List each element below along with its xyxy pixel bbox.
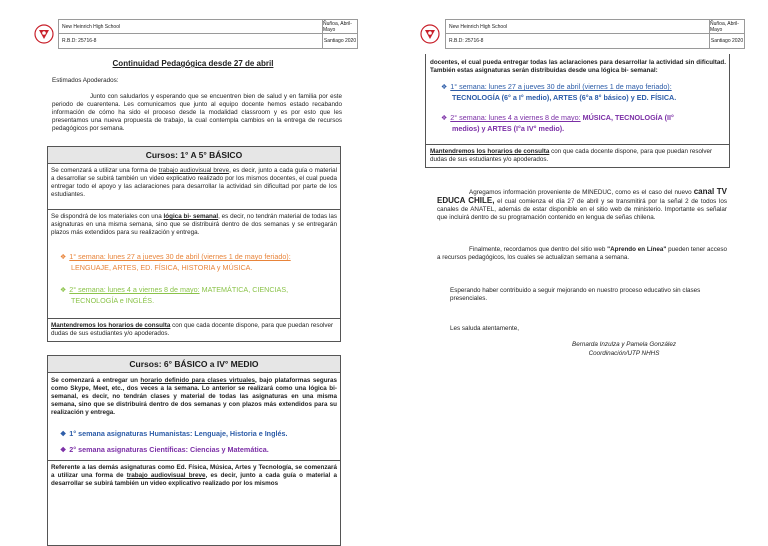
week1-bullet: ❖ 1° semana: lunes 27 a jueves 30 de abril (viernes 1 de mayo feriado): TECNOLOGÍA (6° a I° medio), ARTES (6°a 8° básico) y ED. FÍSICA. (441, 82, 677, 102)
section-secondary-title: Cursos: 6° BÁSICO a IV° MEDIO (47, 355, 341, 373)
header-year: Santiago 2020 (710, 38, 744, 45)
divider (47, 209, 341, 210)
header-place: Ñuñoa, Abril-Mayo (323, 20, 357, 34)
regards-line: Les saluda atentamente, (450, 325, 519, 332)
signature-names: Bernarda Inzulza y Pamela González (572, 341, 676, 348)
diamond-bullet-icon: ❖ (441, 115, 448, 122)
right-page (384, 0, 768, 546)
week2-bullet: ❖ 2° semana: lunes 4 a viernes 8 de mayo: MATEMÁTICA, CIENCIAS, TECNOLOGÍA e INGLÉS. (60, 285, 289, 305)
virtual-classes-paragraph: Se comenzará a entregar un horario definido para clases virtuales, bajo plataformas seguras como Skype, Meet, etc., dos veces a la semana. Lo anterior se realizará como una lógica bi- semanal, es decir, no tendrán clases y material de todas las asignaturas en una misma semana, sino que se distribuirá dentro de dos semanas y con plazos más extendidos para su realización y entrega. (51, 377, 337, 416)
humanities-bullet: ❖ 1° semana asignaturas Humanistas: Lenguaje, Historia e Inglés. (60, 429, 288, 438)
school-crest-icon (34, 24, 54, 44)
header-place: Ñuñoa, Abril-Mayo (710, 20, 744, 34)
document-header (58, 19, 358, 49)
school-crest-icon (420, 24, 440, 44)
page-title: Continuidad Pedagógica desde 27 de abril (112, 59, 274, 68)
week2-bullet: ❖ 2° semana: lunes 4 a viernes 8 de mayo: MÚSICA, TECNOLOGÍA (II° medios) y ARTES (I°a IV° medio). (441, 113, 674, 133)
school-name: New Heinrich High School (59, 20, 322, 34)
hope-paragraph: Esperando haber contribuido a seguir mejorando en nuestro proceso educativo sin clases presenciales. (450, 287, 701, 302)
final-paragraph: Finalmente, recordamos que dentro del sitio web "Aprendo en Línea" pueden tener acceso a recursos pedagógicos, los cuales se actualizan semana a semana. (437, 246, 727, 261)
intro-paragraph: Junto con saludarlos y esperando que se encuentren bien de salud y en familia por este periodo de cuarentena. Les comunicamos que junto al equipo docente hemos estado recabando información de cómo ha sido el proceso desde la modalidad classroom y es por esto que les presentamos una nueva propuesta de trabajo, la cual contempla cambios en la entrega de recursos pedagógicos por semana. (52, 93, 342, 132)
header-year: Santiago 2020 (323, 38, 357, 45)
audiovisual-paragraph: Se comenzará a utilizar una forma de trabajo audiovisual breve, es decir, junto a cada guía o material a desarrollar se subirá también un video explicativo realizado por los mismos docentes, el cual pueda entregar todo el apoyo y las aclaraciones para desarrollar la actividad sin dificultad por parte de los estudiantes. (51, 167, 337, 198)
divider (425, 144, 730, 145)
greeting: Estimados Apoderados: (52, 77, 119, 84)
mineduc-paragraph: Agregamos información proveniente de MINEDUC, como es el caso del nuevo canal TV EDUCA CHILE, el cual comienza el día 27 de abril y se transmitirá por la señal 2 de todos los canales de ANATEL, además de estar disponible en el sitio web de ministerio. Importante es señalar que incluirá dentro de su programación contenido en lengua de señas chilena. (437, 187, 727, 221)
divider (47, 460, 341, 461)
school-name: New Heinrich High School (446, 20, 709, 34)
divider (47, 318, 341, 319)
rbd-code: R.B.D: 25716-8 (449, 38, 484, 45)
section-basic-title: Cursos: 1° A 5° BÁSICO (47, 146, 341, 164)
other-subjects-paragraph: Referente a las demás asignaturas como Ed. Física, Música, Artes y Tecnología, se comenzará a utilizar una forma de trabajo audiovisual breve, es decir, junto a cada guía o material a desarrollar se subirá también un video explicativo realizado por los mismos (51, 464, 337, 487)
document-header (445, 19, 745, 49)
signature-role: Coordinación/UTP NHHS (588, 350, 660, 357)
rbd-code: R.B.D: 25716-8 (62, 38, 97, 45)
consultation-note: Mantendremos los horarios de consulta con que cada docente dispone, para que puedan resolver dudas de sus estudiantes y/o apoderados. (430, 148, 713, 163)
biweekly-paragraph: Se dispondrá de los materiales con una lógica bi- semanal, es decir, no tendrán material de todas las asignaturas en una misma semana, sino que se distribuirá dentro de dos semanas y se entregarán plazos más extendidos para su realización y entrega. (51, 213, 337, 236)
diamond-bullet-icon: ❖ (441, 84, 448, 91)
diamond-bullet-icon: ❖ (60, 431, 67, 438)
continued-paragraph: docentes, el cual pueda entregar todas las aclaraciones para desarrollar la actividad sin dificultad. También estas asignaturas serán distribuidas desde una lógica bi- semanal: (430, 59, 726, 74)
week1-bullet: ❖ 1° semana: lunes 27 a jueves 30 de abril (viernes 1 de mayo feriado): LENGUAJE, ARTES, ED. FÍSICA, HISTORIA y MÚSICA. (60, 252, 291, 272)
consultation-note: Mantendremos los horarios de consulta con que cada docente dispone, para que puedan resolver dudas de sus estudiantes y/o apoderados. (51, 322, 334, 337)
sciences-bullet: ❖ 2° semana asignaturas Científicas: Ciencias y Matemática. (60, 445, 269, 454)
diamond-bullet-icon: ❖ (60, 447, 67, 454)
diamond-bullet-icon: ❖ (60, 287, 67, 294)
diamond-bullet-icon: ❖ (60, 254, 67, 261)
